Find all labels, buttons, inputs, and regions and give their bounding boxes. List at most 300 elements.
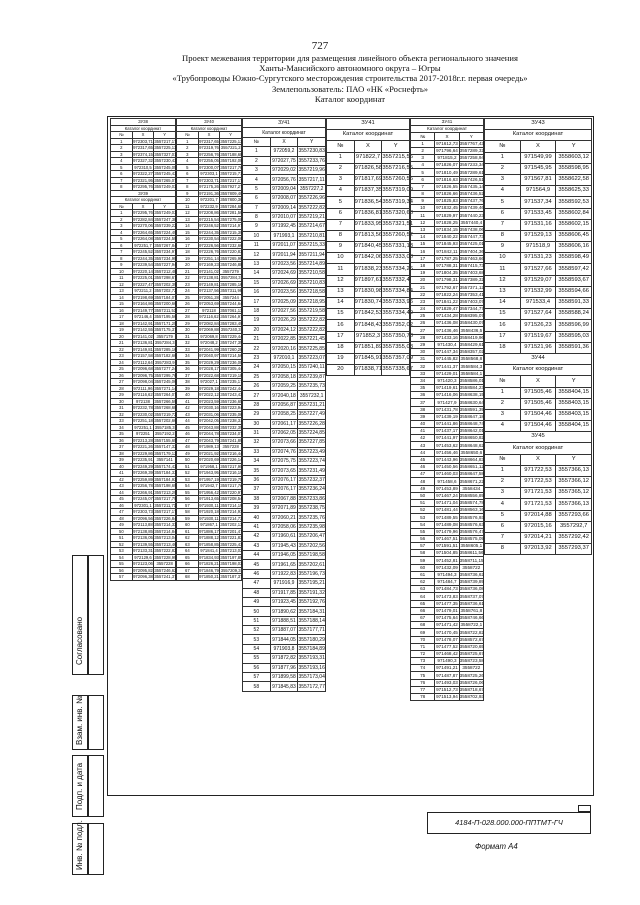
point-number: 20 xyxy=(327,365,355,376)
point-number: 11 xyxy=(177,203,199,210)
table-row xyxy=(411,485,484,492)
x-coordinate: 971848,43 xyxy=(354,320,382,331)
y-coordinate: 3557216,19 xyxy=(220,470,243,476)
y-coordinate: 3557196,73 xyxy=(298,570,325,577)
point-number: 7 xyxy=(485,219,521,230)
table-row xyxy=(177,158,242,165)
y-coordinate: 3557249,03 xyxy=(154,210,177,216)
y-coordinate: 3558723,58 xyxy=(459,658,484,664)
point-number: 6 xyxy=(485,521,521,532)
column-t1 xyxy=(110,118,176,581)
table-row xyxy=(411,190,484,197)
x-coordinate: 971419,61 xyxy=(436,385,458,391)
x-coordinate: 971477,52 xyxy=(436,643,458,649)
point-number: 17 xyxy=(243,297,271,306)
table-row xyxy=(243,532,326,541)
table-row xyxy=(243,682,326,691)
table-row xyxy=(111,171,176,178)
point-number: 12 xyxy=(327,275,355,286)
x-coordinate: 971420,3 xyxy=(435,377,459,384)
table-row xyxy=(411,428,484,435)
point-number: 13 xyxy=(177,216,199,223)
table-row xyxy=(411,679,484,686)
table-row xyxy=(111,281,176,288)
table-row xyxy=(177,574,242,581)
y-coordinate: 3558606,16 xyxy=(556,242,592,253)
table-row xyxy=(411,442,484,449)
y-coordinate: 3557260,56 xyxy=(382,174,410,185)
point-number: 16 xyxy=(243,288,271,297)
point-number: 35 xyxy=(411,384,435,391)
col-header-y: Y xyxy=(382,141,410,152)
x-coordinate: 971518,9 xyxy=(520,242,556,253)
x-coordinate: 971489,08 xyxy=(436,521,458,527)
point-number: 48 xyxy=(177,444,199,451)
table-row xyxy=(485,477,592,488)
point-number: 2 xyxy=(111,216,133,223)
point-number: 46 xyxy=(111,502,133,509)
table-row xyxy=(111,483,176,490)
point-number: 65 xyxy=(411,600,435,607)
point-number: 46 xyxy=(243,569,271,578)
point-number: 53 xyxy=(177,476,199,483)
x-coordinate: 972058,06 xyxy=(270,522,298,531)
point-number: 17 xyxy=(327,331,355,342)
y-coordinate: 3557353,41 xyxy=(459,291,484,297)
x-coordinate: 971846,79 xyxy=(199,567,219,573)
point-number: 30 xyxy=(411,349,435,356)
y-coordinate: 3557175,37 xyxy=(154,327,177,333)
point-number: 36 xyxy=(411,392,435,399)
point-number: 51 xyxy=(243,616,271,625)
x-coordinate: 972023,56 xyxy=(270,259,298,268)
point-number: 15 xyxy=(111,301,133,308)
x-coordinate: 972213,28 xyxy=(133,437,153,443)
table-title: ЗУ44 xyxy=(485,353,592,364)
table-row xyxy=(111,457,176,464)
point-number: 8 xyxy=(243,212,271,221)
point-number: 27 xyxy=(177,307,199,314)
point-number: 24 xyxy=(411,305,435,312)
table-row xyxy=(411,313,484,320)
table-row xyxy=(111,320,176,327)
table-row xyxy=(485,219,592,230)
point-number: 23 xyxy=(243,353,271,362)
x-coordinate: 972031,06 xyxy=(199,411,219,417)
y-coordinate: 3557217,17 xyxy=(154,509,177,515)
y-coordinate: 3557264,97 xyxy=(220,314,243,320)
point-number: 53 xyxy=(243,635,271,644)
x-coordinate: 972061,17 xyxy=(270,419,298,428)
y-coordinate: 3557171,25 xyxy=(154,320,177,326)
x-coordinate: 972246,52 xyxy=(199,223,219,229)
table-row xyxy=(177,405,242,412)
table-title: ЗУ41 xyxy=(411,119,484,126)
y-coordinate: 3557214,67 xyxy=(298,223,325,230)
x-coordinate: 972269,39 xyxy=(133,470,153,476)
x-coordinate: 971436,08 xyxy=(436,320,458,326)
x-coordinate: 971545,95 xyxy=(520,163,556,174)
x-coordinate: 972138 xyxy=(132,398,154,405)
table-row xyxy=(327,286,410,297)
y-coordinate: 3557227,49 xyxy=(298,411,325,418)
point-number: 24 xyxy=(111,359,133,366)
y-coordinate: 3558592,53 xyxy=(556,197,592,208)
x-coordinate: 971890,62 xyxy=(270,607,298,616)
sign-date-label: Подп. и дата xyxy=(75,762,84,810)
point-number: 38 xyxy=(177,379,199,386)
x-coordinate: 972029,29 xyxy=(199,359,219,365)
point-number: 1 xyxy=(485,387,521,398)
x-coordinate: 971826,58 xyxy=(354,163,382,174)
x-coordinate: 971923,45 xyxy=(270,597,298,606)
y-coordinate: 3558671,22 xyxy=(459,478,484,484)
point-number: 48 xyxy=(243,588,271,597)
x-coordinate: 972142,55 xyxy=(133,327,153,333)
y-coordinate: 3558575,09 xyxy=(459,536,484,542)
table-row xyxy=(177,418,242,425)
x-coordinate: 972239,54 xyxy=(133,262,153,268)
table-row xyxy=(327,152,410,163)
x-coordinate: 972043,88 xyxy=(199,424,219,430)
col-header-y: Y xyxy=(556,141,592,152)
point-number: 5 xyxy=(327,197,355,208)
col-header-y: Y xyxy=(154,132,176,139)
table-row xyxy=(177,561,242,568)
x-coordinate: 971513,94 xyxy=(436,694,458,700)
y-coordinate: 3557267,84 xyxy=(154,242,177,248)
point-number: 50 xyxy=(177,457,199,464)
point-number: 53 xyxy=(111,548,133,555)
y-coordinate: 3557217,76 xyxy=(220,483,243,489)
table-row xyxy=(111,340,176,347)
table-row xyxy=(111,158,176,165)
y-coordinate: 3557219,58 xyxy=(298,308,325,314)
y-coordinate: 3558576,47 xyxy=(459,528,484,534)
col-header-x: X xyxy=(132,203,154,210)
x-coordinate: 971431,78 xyxy=(436,406,458,412)
x-coordinate: 971527,66 xyxy=(520,264,556,275)
x-coordinate: 971888,12 xyxy=(199,535,219,541)
table-row xyxy=(485,286,592,297)
y-coordinate: 3557357,09 xyxy=(382,353,410,364)
x-coordinate: 972221,26 xyxy=(133,444,153,450)
catalog-label-row xyxy=(485,365,592,376)
point-number: 12 xyxy=(177,210,199,217)
table-title: ЗУ45 xyxy=(485,432,592,443)
col-header-y: Y xyxy=(220,132,242,139)
table-row xyxy=(177,190,242,197)
y-coordinate: 3557147,32 xyxy=(154,444,177,450)
y-coordinate: 3557201,47 xyxy=(220,528,243,534)
y-coordinate: 3557220,83 xyxy=(220,249,243,255)
table-row xyxy=(177,392,242,399)
y-coordinate: 3557198,58 xyxy=(298,552,325,559)
y-coordinate: 3557214,89 xyxy=(298,261,325,268)
x-coordinate: 972220,14 xyxy=(133,268,153,274)
y-coordinate: 3558563,16 xyxy=(459,507,484,513)
x-coordinate: 972040,18 xyxy=(270,391,298,400)
y-coordinate: 3557227,2 xyxy=(298,184,326,193)
y-coordinate: 3557426,51 xyxy=(459,176,484,182)
table-row xyxy=(485,242,592,253)
point-number: 37 xyxy=(243,485,271,494)
col-header-y: Y xyxy=(298,137,326,146)
y-coordinate: 3558598,95 xyxy=(556,163,592,174)
x-coordinate: 971903,8 xyxy=(270,644,298,653)
x-coordinate: 971858,85 xyxy=(199,541,219,547)
point-number: 71 xyxy=(411,643,435,650)
y-coordinate: 3557244,64 xyxy=(220,301,243,307)
table-row xyxy=(243,297,326,306)
x-coordinate: 972048,2 xyxy=(198,340,220,347)
point-number: 10 xyxy=(177,197,199,204)
x-coordinate: 971479,01 xyxy=(436,607,458,613)
point-number: 5 xyxy=(111,236,133,243)
x-coordinate: 972129,6 xyxy=(132,554,154,561)
x-coordinate: 971844,05 xyxy=(270,635,298,644)
y-coordinate: 3557222,82 xyxy=(298,204,325,211)
y-coordinate: 3557268,68 xyxy=(154,405,177,411)
y-coordinate: 3557331,13 xyxy=(382,242,410,253)
x-coordinate: 972096,75 xyxy=(133,372,153,378)
point-number: 27 xyxy=(243,391,271,400)
point-number: 62 xyxy=(177,535,199,542)
y-coordinate: 3557214,56 xyxy=(220,353,243,359)
point-number: 55 xyxy=(177,489,199,496)
table-row xyxy=(177,509,242,516)
point-number: 10 xyxy=(485,253,521,264)
point-number: 50 xyxy=(111,528,133,535)
table-row xyxy=(411,305,484,312)
y-coordinate: 3558434 xyxy=(459,485,483,492)
point-number: 7 xyxy=(485,532,521,543)
table-row xyxy=(411,284,484,291)
x-coordinate: 972198,69 xyxy=(133,294,153,300)
x-coordinate: 971441,97 xyxy=(436,435,458,441)
x-coordinate: 972069,8 xyxy=(198,333,220,340)
y-coordinate: 3557425,01 xyxy=(459,241,484,247)
x-coordinate: 971441,86 xyxy=(436,421,458,427)
y-coordinate: 3558642,01 xyxy=(459,428,484,434)
table-row xyxy=(411,183,484,190)
agreed-label: Согласовано xyxy=(75,616,84,665)
y-coordinate: 3557195,56 xyxy=(154,314,177,320)
column-header-row xyxy=(485,141,592,152)
point-number: 45 xyxy=(411,456,435,463)
table-row xyxy=(111,554,176,561)
col-header-n: № xyxy=(111,132,133,139)
table-row xyxy=(243,597,326,606)
table-row xyxy=(411,234,484,241)
x-coordinate: 972027,75 xyxy=(270,156,298,165)
table-title: ЗУ41 xyxy=(243,119,326,128)
y-coordinate: 3557187,37 xyxy=(220,574,243,580)
table-title: ЗУ43 xyxy=(485,119,592,130)
point-number: 12 xyxy=(243,250,271,259)
y-coordinate: 3557258,94 xyxy=(459,155,484,161)
y-coordinate: 3558737,07 xyxy=(459,593,484,599)
y-coordinate: 3557202,39 xyxy=(154,281,177,287)
catalog-label: Каталог координат xyxy=(111,197,176,204)
point-number: 16 xyxy=(111,307,133,314)
y-coordinate: 3557192,08 xyxy=(220,158,243,164)
y-coordinate: 3557180,29 xyxy=(298,636,325,643)
point-number: 19 xyxy=(177,255,199,262)
x-coordinate: 972010,1 xyxy=(270,353,298,362)
y-coordinate: 3557219,72 xyxy=(154,411,177,417)
x-coordinate: 971427,9 xyxy=(435,399,459,406)
x-coordinate: 971930,11 xyxy=(199,515,219,521)
y-coordinate: 3557927,27 xyxy=(220,184,243,190)
point-number: 5 xyxy=(485,197,521,208)
table-row xyxy=(485,264,592,275)
point-number: 37 xyxy=(411,399,435,406)
table-row xyxy=(111,249,176,256)
x-coordinate: 971478,07 xyxy=(436,636,458,642)
y-coordinate: 3557403,07 xyxy=(459,298,484,304)
point-number: 1 xyxy=(111,138,133,145)
table-row xyxy=(177,353,242,360)
x-coordinate: 971838,71 xyxy=(354,365,382,376)
y-coordinate: 3557177,71 xyxy=(298,627,325,634)
table-row xyxy=(243,588,326,597)
point-number: 9 xyxy=(243,222,271,231)
x-coordinate: 972136,05 xyxy=(133,535,153,541)
x-coordinate: 971834,15 xyxy=(436,227,458,232)
coordinate-tables xyxy=(110,118,592,778)
table-row xyxy=(411,571,484,578)
y-coordinate: 3557214,93 xyxy=(220,509,243,515)
table-row xyxy=(111,184,176,191)
table-row xyxy=(485,342,592,353)
point-number: 3 xyxy=(243,165,271,174)
point-number: 1 xyxy=(485,152,521,163)
x-coordinate: 972317,65 xyxy=(133,145,153,151)
x-coordinate: 972303,71 xyxy=(133,138,153,144)
table-row xyxy=(111,346,176,353)
y-coordinate: 3557208,54 xyxy=(220,496,243,502)
table-row xyxy=(411,334,484,341)
column-header-row xyxy=(411,133,484,140)
table-row xyxy=(111,216,176,223)
x-coordinate: 972073,65 xyxy=(270,466,298,475)
point-number: 16 xyxy=(327,320,355,331)
x-coordinate: 972149,81 xyxy=(199,281,219,287)
table-row xyxy=(177,314,242,321)
point-number: 4 xyxy=(485,499,521,510)
y-coordinate: 3558584,1 xyxy=(460,370,483,376)
table-row xyxy=(327,163,410,174)
x-coordinate: 971943,95 xyxy=(199,470,219,476)
x-coordinate: 972251,14 xyxy=(199,255,219,261)
point-number: 53 xyxy=(411,514,435,521)
table-row xyxy=(243,344,326,353)
table-row xyxy=(111,333,176,340)
y-coordinate: 3557332,4 xyxy=(382,275,410,286)
table-row xyxy=(177,476,242,483)
table-row xyxy=(111,327,176,334)
y-coordinate: 3557311,96 xyxy=(220,288,243,294)
y-coordinate: 3557191,32 xyxy=(298,589,325,596)
table-row xyxy=(243,504,326,513)
point-number: 49 xyxy=(111,522,133,529)
table-row xyxy=(111,385,176,392)
x-coordinate: 971836,54 xyxy=(354,197,382,208)
point-number: 32 xyxy=(243,438,271,447)
x-coordinate: 972256,76 xyxy=(199,151,219,157)
table-row xyxy=(243,663,326,672)
x-coordinate: 971468,42 xyxy=(436,651,458,657)
y-coordinate: 3557202,66 xyxy=(154,418,177,424)
x-coordinate: 971436,46 xyxy=(436,327,458,333)
x-coordinate: 972043,79 xyxy=(199,437,219,443)
table-row xyxy=(111,561,176,568)
table-row xyxy=(111,509,176,516)
y-coordinate: 3558725,67 xyxy=(459,651,484,657)
point-number: 60 xyxy=(177,522,199,529)
x-coordinate: 972020,16 xyxy=(270,344,298,353)
table-row xyxy=(111,450,176,457)
x-coordinate: 972264,65 xyxy=(133,229,153,235)
point-number: 9 xyxy=(111,262,133,269)
point-number: 13 xyxy=(111,288,133,295)
y-coordinate: 3558625,33 xyxy=(556,186,592,197)
point-number: 2 xyxy=(411,147,435,154)
table-row xyxy=(411,262,484,269)
point-number: 65 xyxy=(177,554,199,561)
table-row xyxy=(411,370,484,377)
point-number: 8 xyxy=(485,230,521,241)
agreed-cell-2 xyxy=(88,555,104,675)
point-number: 67 xyxy=(411,614,435,621)
inv-sub-value-cell xyxy=(88,695,104,750)
y-coordinate: 3557285,16 xyxy=(154,346,177,352)
y-coordinate: 3557174,43 xyxy=(154,463,177,469)
x-coordinate: 971945,43 xyxy=(270,541,298,550)
x-coordinate: 971886,17 xyxy=(199,528,219,534)
x-coordinate: 971452,81 xyxy=(436,557,458,563)
point-number: 5 xyxy=(411,169,435,176)
y-coordinate: 3557289,32 xyxy=(459,147,484,153)
point-number: 13 xyxy=(243,259,271,268)
y-coordinate: 3557279 xyxy=(220,268,242,275)
point-number: 8 xyxy=(327,230,355,241)
table-row xyxy=(111,496,176,503)
table-row xyxy=(177,197,242,204)
x-coordinate: 971826,21 xyxy=(199,561,219,567)
table-row xyxy=(243,635,326,644)
point-number: 3 xyxy=(411,154,435,161)
table-row xyxy=(177,522,242,529)
x-coordinate: 971899,58 xyxy=(270,673,298,682)
table-row xyxy=(111,242,176,249)
point-number: 9 xyxy=(411,198,435,205)
table-row xyxy=(177,262,242,269)
x-coordinate: 971922,83 xyxy=(270,569,298,578)
point-number: 6 xyxy=(327,208,355,219)
x-coordinate: 971512,73 xyxy=(436,687,458,692)
point-number: 45 xyxy=(243,560,271,569)
table-row xyxy=(485,544,592,555)
point-number: 4 xyxy=(485,186,521,197)
x-coordinate: 972026,69 xyxy=(270,278,298,287)
x-coordinate: 971841,22 xyxy=(436,298,458,304)
table-row xyxy=(485,488,592,499)
x-coordinate: 972226,76 xyxy=(199,249,219,255)
y-coordinate: 3557436,52 xyxy=(459,191,484,197)
y-coordinate: 3557241,89 xyxy=(220,437,243,443)
